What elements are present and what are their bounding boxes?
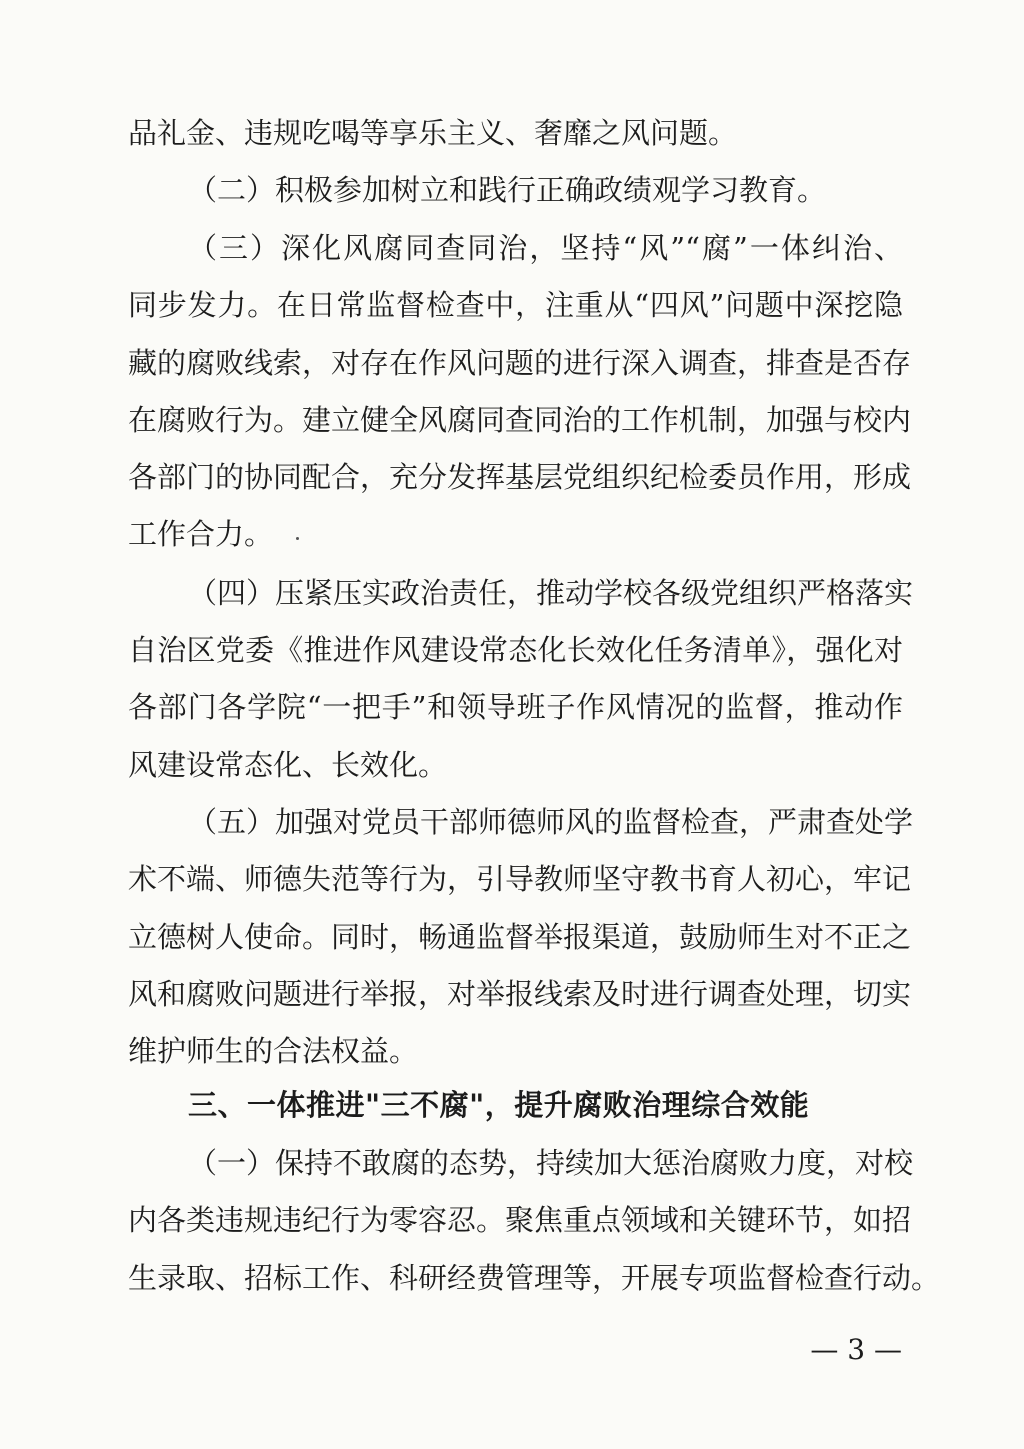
body-line: 内各类违规违纪行为零容忍。聚焦重点领域和关键环节，如招 — [128, 1203, 912, 1237]
body-line: （五）加强对党员干部师德师风的监督检查，严肃查处学 — [188, 805, 914, 839]
body-line: 立德树人使命。同时，畅通监督举报渠道，鼓励师生对不正之 — [128, 920, 912, 954]
body-line: 维护师生的合法权益。 — [128, 1034, 419, 1068]
body-line: 同步发力。在日常监督检查中，注重从“四风”问题中深挖隐 — [128, 288, 903, 322]
body-line: 工作合力。 — [128, 517, 274, 551]
body-line: 品礼金、违规吃喝等享乐主义、奢靡之风问题。 — [128, 116, 738, 150]
body-line: 在腐败行为。建立健全风腐同查同治的工作机制，加强与校内 — [128, 403, 912, 437]
page-number: — 3 — — [810, 1333, 902, 1366]
body-line: （四）压紧压实政治责任，推动学校各级党组织严格落实 — [188, 576, 914, 610]
body-line: （一）保持不敢腐的态势，持续加大惩治腐败力度，对校 — [188, 1146, 914, 1180]
body-line: （三）深化风腐同查同治，坚持“风”“腐”一体纠治、 — [188, 231, 903, 265]
body-line: 藏的腐败线索，对存在作风问题的进行深入调查，排查是否存 — [128, 346, 912, 380]
scan-speck — [296, 537, 299, 540]
body-line: 风和腐败问题进行举报，对举报线索及时进行调查处理，切实 — [128, 977, 912, 1011]
body-line: 风建设常态化、长效化。 — [128, 748, 448, 782]
body-line: 各部门的协同配合，充分发挥基层党组织纪检委员作用，形成 — [128, 460, 912, 494]
section-heading: 三、一体推进"三不腐"，提升腐败治理综合效能 — [188, 1088, 810, 1122]
body-line: 各部门各学院“一把手”和领导班子作风情况的监督，推动作 — [128, 690, 903, 724]
body-line: 生录取、招标工作、科研经费管理等，开展专项监督检查行动。 — [128, 1261, 941, 1295]
body-line: 术不端、师德失范等行为，引导教师坚守教书育人初心，牢记 — [128, 862, 912, 896]
body-line: 自治区党委《推进作风建设常态化长效化任务清单》，强化对 — [128, 633, 903, 667]
body-line: （二）积极参加树立和践行正确政绩观学习教育。 — [188, 173, 827, 207]
